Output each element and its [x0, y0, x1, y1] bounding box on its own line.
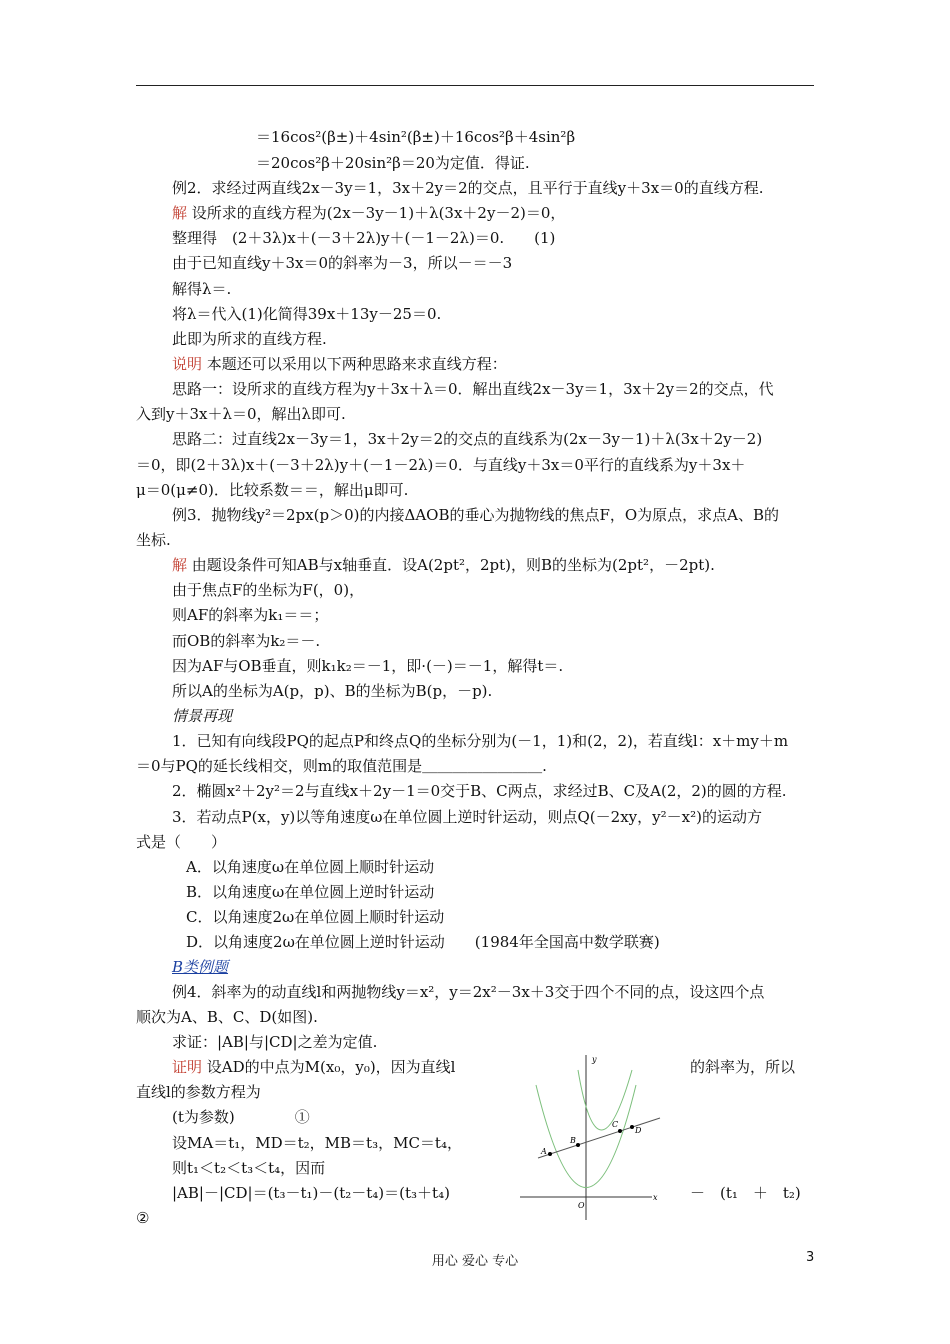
text-line [172, 379, 774, 399]
line-text: 因为AF与OB垂直，则k₁k₂＝－1，即·(－)＝－1，解得t＝. [172, 657, 564, 675]
line-text: 式是（ ） [136, 833, 227, 851]
line-text: 由题设条件可知AB与x轴垂直．设A(2pt²，2pt)，则B的坐标为(2pt²，－2pt). [191, 556, 715, 574]
text-line [690, 1057, 795, 1077]
text-line [172, 279, 231, 299]
text-line [136, 1082, 261, 1102]
text-line [136, 1007, 318, 1027]
text-line[interactable] [172, 957, 228, 977]
text-line [172, 580, 364, 600]
point-b [576, 1143, 580, 1147]
line-text: 则t₁＜t₂＜t₃＜t₄，因而 [172, 1159, 326, 1177]
text-line [136, 832, 226, 852]
text-line [172, 505, 779, 525]
label-b: B [570, 1136, 576, 1145]
line-text: 入到y＋3x＋λ＝0，解出λ即可. [136, 405, 346, 423]
line-text: 由于焦点F的坐标为F(，0)， [172, 581, 365, 599]
text-line [172, 982, 764, 1002]
line-text: B．以角速度ω在单位圆上逆时针运动 [186, 883, 435, 901]
text-line [136, 530, 171, 550]
section-link[interactable]: B类例题 [172, 958, 229, 976]
text-line [172, 429, 762, 449]
line-text: 直线l的参数方程为 [136, 1083, 261, 1101]
line-text: ＝16cos²(β±)＋4sin²(β±)＋16cos²β＋4sin²β [256, 128, 576, 146]
text-line [172, 1107, 310, 1127]
line-text: 例3．抛物线y²＝2px(p＞0)的内接ΔAOB的垂心为抛物线的焦点F，O为原点，求点A、B的 [172, 506, 780, 524]
section-label: 解 [172, 204, 188, 222]
text-line [172, 656, 563, 676]
text-line [172, 1183, 450, 1203]
line-l [538, 1118, 660, 1158]
line-text: (t为参数) ① [172, 1108, 310, 1126]
section-label: 说明 [172, 355, 203, 373]
point-d [630, 1125, 634, 1129]
line-text: ＝0与PQ的延长线相交，则m的取值范围是＿＿＿＿＿＿＿＿. [136, 757, 547, 775]
line-text: 思路一：设所求的直线方程为y＋3x＋λ＝0．解出直线2x－3y＝1，3x＋2y＝2的交点，代 [172, 380, 774, 398]
text-line [172, 631, 320, 651]
line-text: 而OB的斜率为k₂＝－. [172, 632, 321, 650]
text-line [186, 882, 434, 902]
line-text: 情景再现 [172, 707, 233, 725]
page-number: 3 [806, 1250, 815, 1265]
label-o: O [578, 1201, 585, 1210]
text-line [172, 228, 555, 248]
text-line [172, 1133, 462, 1153]
line-text: 将λ＝代入(1)化简得39x＋13y－25＝0. [172, 305, 442, 323]
line-text: 例4．斜率为的动直线l和两抛物线y＝x²，y＝2x²－3x＋3交于四个不同的点，设这四个点 [172, 983, 765, 1001]
line-text: 设AD的中点为M(x₀，y₀)，因为直线l [206, 1058, 456, 1076]
header-rule [136, 85, 814, 86]
section-label: 解 [172, 556, 188, 574]
text-line [136, 756, 547, 776]
text-line [172, 731, 788, 751]
text-line [256, 127, 575, 147]
line-text: ＝20cos²β＋20sin²β＝20为定值．得证. [256, 154, 530, 172]
line-text: D．以角速度2ω在单位圆上逆时针运动 (1984年全国高中数学联赛) [186, 933, 660, 951]
line-text: 设所求的直线方程为(2x－3y－1)＋λ(3x＋2y－2)＝0， [191, 204, 566, 222]
text-line [690, 1183, 801, 1203]
line-text: μ＝0(μ≠0)．比较系数＝＝，解出μ即可. [136, 481, 409, 499]
text-line [172, 304, 441, 324]
section-label: 证明 [172, 1058, 203, 1076]
line-text: 3．若动点P(x，y)以等角速度ω在单位圆上逆时针运动，则点Q(－2xy，y²－x²)的运动方 [172, 808, 762, 826]
text-line [172, 681, 492, 701]
text-line [172, 605, 328, 625]
text-line [172, 253, 512, 273]
footer-motto: 用心 爱心 专心 [431, 1254, 519, 1269]
line-text: 则AF的斜率为k₁＝＝； [172, 606, 329, 624]
line-text: 所以A的坐标为A(p，p)、B的坐标为B(p，－p). [172, 682, 493, 700]
line-text: 2．椭圆x²＋2y²＝2与直线x＋2y－1＝0交于B、C两点，求经过B、C及A(2，2)的圆的方程. [172, 782, 787, 800]
line-text: 求证：|AB|与|CD|之差为定值. [172, 1033, 378, 1051]
line-text: 整理得 (2＋3λ)x＋(－3＋2λ)y＋(－1－2λ)＝0. (1) [172, 229, 556, 247]
line-text: 顺次为A、B、C、D(如图). [136, 1008, 318, 1026]
text-line [186, 932, 660, 952]
line-text: A．以角速度ω在单位圆上顺时针运动 [186, 858, 435, 876]
parabola-figure [520, 1050, 670, 1225]
text-line [186, 857, 434, 877]
point-a [548, 1152, 552, 1156]
line-text: 例2．求经过两直线2x－3y＝1，3x＋2y＝2的交点，且平行于直线y＋3x＝0的直线方程. [172, 179, 764, 197]
line-text: ＝0，即(2＋3λ)x＋(－3＋2λ)y＋(－1－2λ)＝0．与直线y＋3x＝0平行的直线系为y＋3x＋ [136, 456, 746, 474]
text-line [172, 706, 232, 726]
text-line [172, 781, 787, 801]
line-text: |AB|－|CD|＝(t₃－t₁)－(t₂－t₄)＝(t₃＋t₄) [172, 1184, 450, 1202]
line-text: 此即为所求的直线方程. [172, 330, 327, 348]
label-a: A [541, 1147, 547, 1156]
text-line [256, 153, 530, 173]
line-text: － (t₁ ＋ t₂) [690, 1184, 801, 1202]
text-line [136, 455, 745, 475]
label-d: D [635, 1126, 642, 1135]
label-y: y [592, 1055, 597, 1064]
text-line [172, 203, 565, 223]
label-c: C [612, 1120, 619, 1129]
line-text: 解得λ＝. [172, 280, 232, 298]
text-line [136, 1208, 149, 1228]
point-c [618, 1129, 622, 1133]
text-line [172, 1032, 377, 1052]
line-text: ② [136, 1209, 150, 1227]
line-text: 设MA＝t₁，MD＝t₂，MB＝t₃，MC＝t₄， [172, 1134, 462, 1152]
text-line [172, 1158, 325, 1178]
text-line [186, 907, 444, 927]
text-line [136, 404, 346, 424]
line-text: 1．已知有向线段PQ的起点P和终点Q的坐标分别为(－1，1)和(2，2)，若直线l：x＋my＋m [172, 732, 789, 750]
line-text: 思路二：过直线2x－3y＝1，3x＋2y＝2的交点的直线系为(2x－3y－1)＋λ(3x＋2y－2) [172, 430, 763, 448]
text-line [172, 329, 327, 349]
text-line [136, 480, 408, 500]
text-line [172, 807, 762, 827]
line-text: 的斜率为，所以 [690, 1058, 796, 1076]
label-x: x [653, 1193, 658, 1202]
text-line [172, 178, 763, 198]
line-text: C．以角速度2ω在单位圆上顺时针运动 [186, 908, 445, 926]
text-line [172, 354, 507, 374]
line-text: 由于已知直线y＋3x＝0的斜率为－3，所以－＝－3 [172, 254, 513, 272]
line-text: 本题还可以采用以下两种思路来求直线方程： [206, 355, 507, 373]
line-text: 坐标. [136, 531, 171, 549]
text-line [172, 1057, 455, 1077]
text-line [172, 555, 715, 575]
